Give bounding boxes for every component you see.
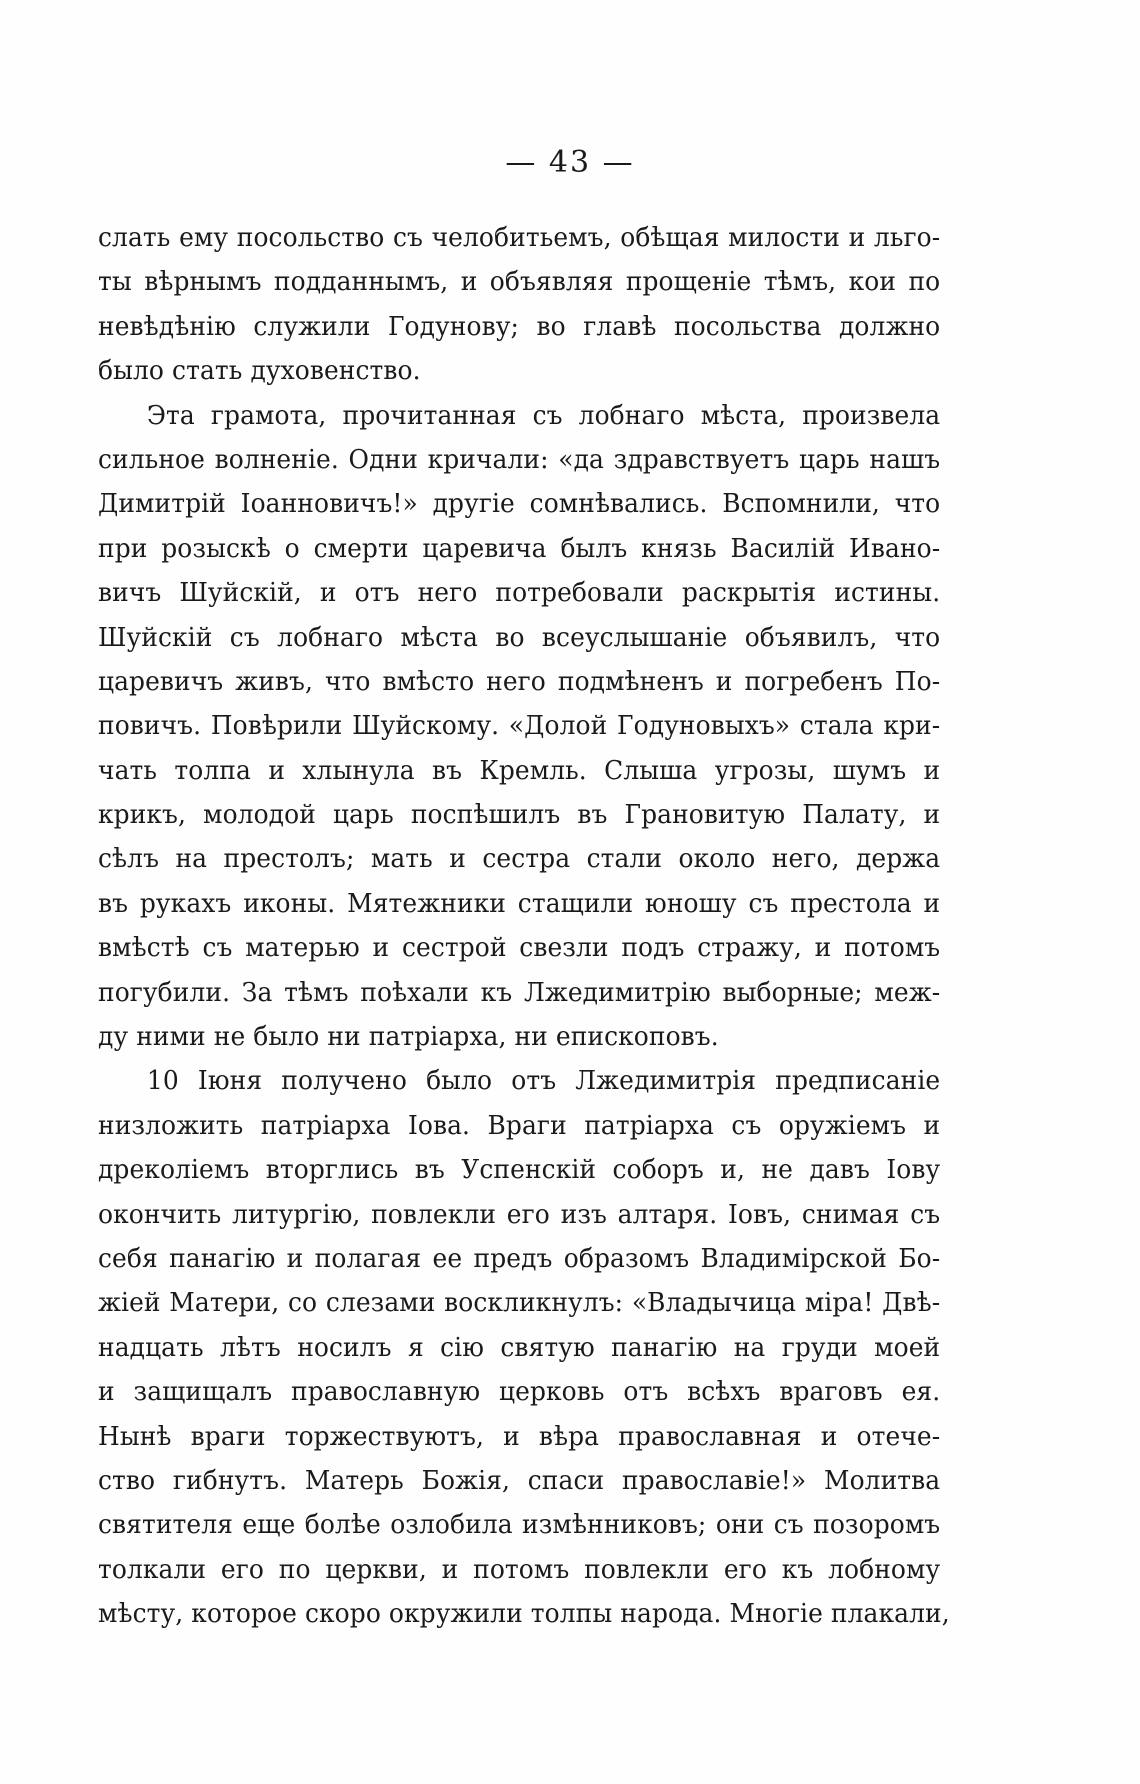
text-line: окончить литургію, повлекли его изъ алтаря. Іовъ, снимая съ — [98, 1198, 941, 1230]
text-line: крикъ, молодой царь поспѣшилъ въ Грановитую Палату, и — [98, 799, 941, 831]
text-line: невѣдѣнію служили Годунову; во главѣ посольства должно — [98, 310, 941, 342]
text-line: повичъ. Повѣрили Шуйскому. «Долой Годуновыхъ» стала кри- — [98, 710, 941, 742]
text-line: жіей Матери, со слезами воскликнулъ: «Владычица міра! Двѣ- — [98, 1287, 941, 1319]
text-line: Шуйскій съ лобнаго мѣста во всеуслышаніе объявилъ, что — [98, 621, 941, 653]
text-line: слать ему посольство съ челобитьемъ, обѣщая милости и льго- — [98, 222, 941, 253]
text-line: надцать лѣтъ носилъ я сію святую панагію на груди моей — [98, 1331, 941, 1363]
text-line: вмѣстѣ съ матерью и сестрой свезли подъ стражу, и потомъ — [98, 932, 941, 964]
page-number: — 43 — — [505, 145, 635, 180]
text-line: сильное волненіе. Одни кричали: «да здравствуетъ царь нашъ — [98, 443, 941, 475]
text-line: вичъ Шуйскій, и отъ него потребовали раскрытія истины. — [98, 577, 941, 609]
text-line: ты вѣрнымъ подданнымъ, и объявляя прощеніе тѣмъ, кои по — [98, 266, 941, 298]
text-line: себя панагію и полагая ее предъ образомъ Владимірской Бо- — [98, 1242, 941, 1274]
text-line: сѣлъ на престолъ; мать и сестра стали около него, держа — [98, 843, 941, 875]
text-line: царевичъ живъ, что вмѣсто него подмѣненъ и погребенъ По- — [98, 665, 941, 697]
text-line: низложить патріарха Іова. Враги патріарха съ оружіемъ и — [98, 1109, 941, 1141]
paragraph-end-line: ду ними не было ни патріарха, ни епископовъ. — [98, 1021, 719, 1053]
text-line: и защищалъ православную церковь отъ всѣхъ враговъ ея. — [98, 1376, 941, 1408]
text-line: погубили. За тѣмъ поѣхали къ Лжедимитрію выборные; меж- — [98, 976, 941, 1008]
text-line: толкали его по церкви, и потомъ повлекли его къ лобному — [98, 1553, 941, 1585]
text-line: Димитрій Іоанновичъ!» другіе сомнѣвались. Вспомнили, что — [98, 488, 941, 520]
text-line: мѣсту, которое скоро окружили толпы народа. Многіе плакали, — [98, 1598, 950, 1630]
body-text — [98, 216, 950, 1637]
paragraph-end-line: было стать духовенство. — [98, 355, 421, 387]
text-line: Нынѣ враги торжествуютъ, и вѣра православная и отече- — [98, 1420, 941, 1452]
text-line: при розыскѣ о смерти царевича былъ князь Василій Ивано- — [98, 532, 941, 564]
text-line: святителя еще болѣе озлобила измѣнниковъ; они съ позоромъ — [98, 1509, 941, 1541]
paragraph-start-line: 10 Іюня получено было отъ Лжедимитрія предписаніе — [146, 1065, 941, 1097]
text-line: дреколіемъ вторглись въ Успенскій соборъ и, не давъ Іову — [98, 1154, 941, 1186]
text-line: въ рукахъ иконы. Мятежники стащили юношу съ престола и — [98, 887, 941, 919]
paragraph-start-line: Эта грамота, прочитанная съ лобнаго мѣста, произвела — [146, 399, 941, 431]
text-line: чать толпа и хлынула въ Кремль. Слыша угрозы, шумъ и — [98, 754, 941, 786]
text-line: ство гибнутъ. Матерь Божія, спаси православіе!» Молитва — [98, 1464, 941, 1496]
